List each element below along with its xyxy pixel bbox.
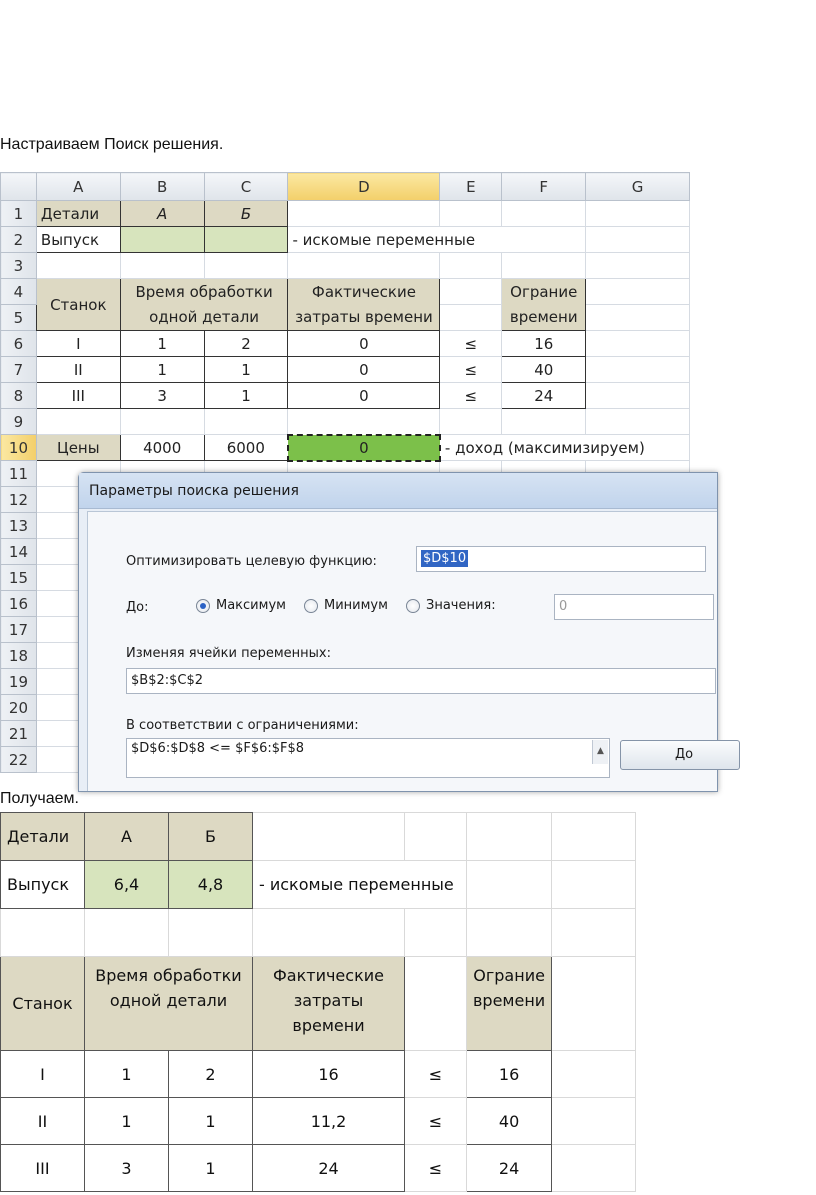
cell-e1[interactable] [440, 201, 502, 227]
result-cell-c2: 4,8 [169, 861, 253, 909]
result-cell-c8: 1 [169, 1145, 253, 1192]
to-label: До: [126, 600, 149, 615]
column-header-e[interactable]: E [440, 173, 502, 201]
cell-c10[interactable]: 6000 [204, 435, 288, 461]
column-header-f[interactable]: F [502, 173, 586, 201]
result-cell-b7: 1 [85, 1098, 169, 1145]
result-header-limit: Ограние времени [467, 957, 552, 1051]
cell-b6[interactable]: 1 [120, 331, 204, 357]
value-input[interactable]: 0 [554, 594, 714, 620]
cell-d6[interactable]: 0 [288, 331, 440, 357]
column-header-c[interactable]: C [204, 173, 288, 201]
objective-label: Оптимизировать целевую функцию: [126, 554, 377, 569]
cell-b2[interactable] [120, 227, 204, 253]
cell-b7[interactable]: 1 [120, 357, 204, 383]
header-time-line2: одной детали [120, 305, 288, 331]
radio-value-label: Значения: [426, 598, 496, 613]
cell-b10[interactable]: 4000 [120, 435, 204, 461]
column-header-b[interactable]: B [120, 173, 204, 201]
scroll-up-icon[interactable]: ▲ [592, 740, 608, 764]
row-header-14[interactable]: 14 [1, 539, 37, 565]
cell-e8[interactable]: ≤ [440, 383, 502, 409]
cell-e6[interactable]: ≤ [440, 331, 502, 357]
row-header-8[interactable]: 8 [1, 383, 37, 409]
row-header-1[interactable]: 1 [1, 201, 37, 227]
radio-minimum-label: Минимум [324, 598, 388, 613]
row-header-16[interactable]: 16 [1, 591, 37, 617]
result-cell-b1: А [85, 813, 169, 861]
radio-value-dot [406, 599, 420, 613]
cell-b8[interactable]: 3 [120, 383, 204, 409]
result-cell-e8: ≤ [405, 1145, 467, 1192]
result-cell-d2: - искомые переменные [253, 861, 467, 909]
row-header-6[interactable]: 6 [1, 331, 37, 357]
row-header-9[interactable]: 9 [1, 409, 37, 435]
result-text: Получаем. [0, 790, 79, 807]
objective-value: $D$10 [423, 551, 467, 566]
changing-cells-label: Изменяя ячейки переменных: [126, 646, 331, 661]
add-constraint-button[interactable]: До [620, 740, 740, 770]
cell-a7[interactable]: II [36, 357, 120, 383]
result-cell-d8: 24 [253, 1145, 405, 1192]
cell-c8[interactable]: 1 [204, 383, 288, 409]
cell-d2[interactable]: - искомые переменные [288, 227, 586, 253]
cell-f7[interactable]: 40 [502, 357, 586, 383]
cell-a1[interactable]: Детали [36, 201, 120, 227]
cell-a10[interactable]: Цены [36, 435, 120, 461]
result-header-machine: Станок [1, 957, 85, 1051]
row-header-13[interactable]: 13 [1, 513, 37, 539]
result-cell-c6: 2 [169, 1051, 253, 1098]
cell-e7[interactable]: ≤ [440, 357, 502, 383]
radio-minimum[interactable] [304, 598, 388, 613]
row-header-15[interactable]: 15 [1, 565, 37, 591]
header-fact-line2: затраты времени [288, 305, 440, 331]
row-header-22[interactable]: 22 [1, 747, 37, 773]
column-header-a[interactable]: A [36, 173, 120, 201]
row-header-2[interactable]: 2 [1, 227, 37, 253]
row-header-17[interactable]: 17 [1, 617, 37, 643]
solver-dialog [78, 472, 718, 792]
result-cell-f8: 24 [467, 1145, 552, 1192]
cell-g2[interactable] [586, 227, 690, 253]
changing-cells-input[interactable]: $B$2:$C$2 [126, 668, 716, 694]
row-header-7[interactable]: 7 [1, 357, 37, 383]
result-cell-a7: II [1, 1098, 85, 1145]
cell-d8[interactable]: 0 [288, 383, 440, 409]
result-table [0, 812, 636, 1192]
result-cell-a1: Детали [1, 813, 85, 861]
result-header-fact: Фактические затраты времени [253, 957, 405, 1051]
intro-text: Настраиваем Поиск решения. [0, 136, 224, 153]
cell-g1[interactable] [586, 201, 690, 227]
result-cell-a2: Выпуск [1, 861, 85, 909]
select-all-corner[interactable] [1, 173, 37, 201]
cell-d10-objective[interactable]: 0 [288, 435, 440, 461]
result-cell-d7: 11,2 [253, 1098, 405, 1145]
cell-f1[interactable] [502, 201, 586, 227]
header-machine: Станок [36, 279, 120, 331]
cell-f6[interactable]: 16 [502, 331, 586, 357]
result-cell-b6: 1 [85, 1051, 169, 1098]
row-header-20[interactable]: 20 [1, 695, 37, 721]
row-header-10[interactable]: 10 [1, 435, 37, 461]
row-header-21[interactable]: 21 [1, 721, 37, 747]
objective-input[interactable] [416, 546, 706, 572]
result-cell-f6: 16 [467, 1051, 552, 1098]
result-cell-b2: 6,4 [85, 861, 169, 909]
result-header-time: Время обработки одной детали [85, 957, 253, 1051]
header-limit-line2: времени [502, 305, 586, 331]
cell-c2[interactable] [204, 227, 288, 253]
result-cell-c7: 1 [169, 1098, 253, 1145]
cell-d7[interactable]: 0 [288, 357, 440, 383]
result-cell-d6: 16 [253, 1051, 405, 1098]
result-cell-b8: 3 [85, 1145, 169, 1192]
row-header-5[interactable]: 5 [1, 305, 37, 331]
row-header-18[interactable]: 18 [1, 643, 37, 669]
row-header-11[interactable]: 11 [1, 461, 37, 487]
row-header-3[interactable]: 3 [1, 253, 37, 279]
cell-f8[interactable]: 24 [502, 383, 586, 409]
cell-c1[interactable]: Б [204, 201, 288, 227]
radio-minimum-dot [304, 599, 318, 613]
radio-maximum-label: Максимум [216, 598, 286, 613]
header-limit-line1: Ограние [502, 279, 586, 305]
row-header-19[interactable]: 19 [1, 669, 37, 695]
cell-e10[interactable]: - доход (максимизируем) [440, 435, 690, 461]
radio-maximum-dot [196, 599, 210, 613]
cell-a2[interactable]: Выпуск [36, 227, 120, 253]
result-cell-f7: 40 [467, 1098, 552, 1145]
result-cell-e6: ≤ [405, 1051, 467, 1098]
header-fact-line1: Фактические [288, 279, 440, 305]
header-time-line1: Время обработки [120, 279, 288, 305]
row-header-12[interactable]: 12 [1, 487, 37, 513]
dialog-title: Параметры поиска решения [79, 473, 717, 509]
cell-d1[interactable] [288, 201, 440, 227]
constraints-list[interactable]: $D$6:$D$8 <= $F$6:$F$8 [126, 738, 610, 778]
result-cell-a8: III [1, 1145, 85, 1192]
result-cell-c1: Б [169, 813, 253, 861]
radio-value[interactable] [406, 598, 496, 613]
column-header-g[interactable]: G [586, 173, 690, 201]
constraints-label: В соответствии с ограничениями: [126, 718, 359, 733]
cell-c6[interactable]: 2 [204, 331, 288, 357]
row-header-4[interactable]: 4 [1, 279, 37, 305]
cell-b1[interactable]: А [120, 201, 204, 227]
column-header-d[interactable]: D [288, 173, 440, 201]
excel-screenshot [0, 172, 694, 770]
radio-maximum[interactable] [196, 598, 286, 613]
dialog-body [87, 511, 717, 791]
cell-a8[interactable]: III [36, 383, 120, 409]
cell-a6[interactable]: I [36, 331, 120, 357]
cell-c7[interactable]: 1 [204, 357, 288, 383]
result-cell-e7: ≤ [405, 1098, 467, 1145]
result-cell-a6: I [1, 1051, 85, 1098]
